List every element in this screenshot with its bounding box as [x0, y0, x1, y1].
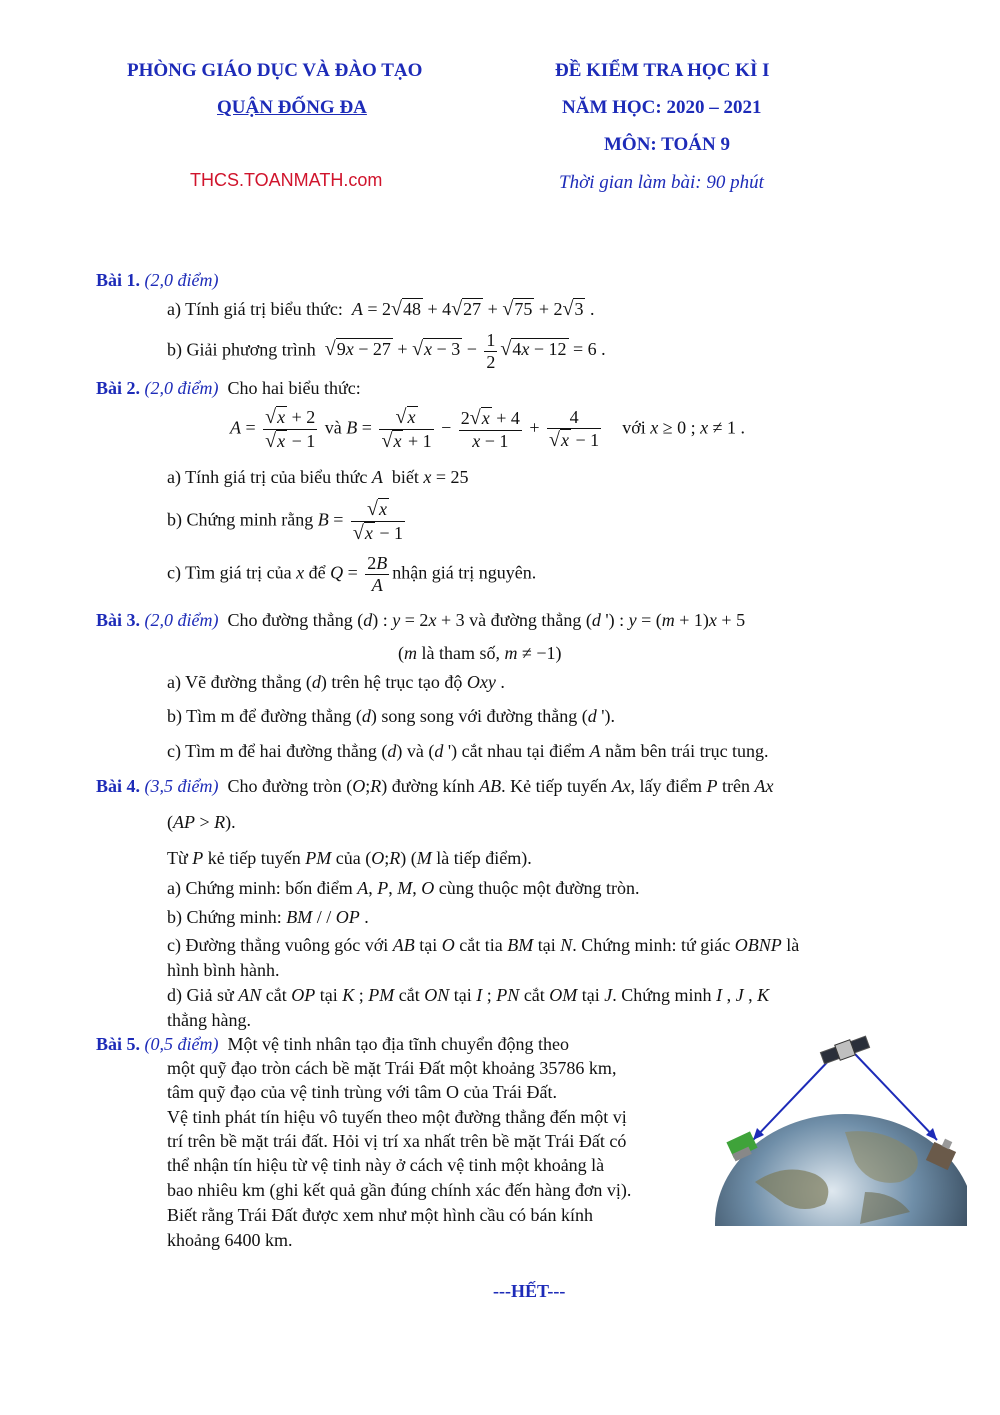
bai2-a-mid: biết	[391, 467, 419, 487]
exam-time: Thời gian làm bài: 90 phút	[559, 172, 764, 193]
bai4-d-cat: cắt	[265, 985, 287, 1005]
bai2-with: với	[622, 417, 646, 438]
bai1-heading	[96, 270, 219, 291]
bai4-label: Bài 4.	[96, 776, 141, 796]
bai2-b-text: b) Chứng minh rằng	[167, 509, 314, 530]
bai5-line-1: một quỹ đạo tròn cách bề mặt Trái Đất một khoảng 35786 km,	[167, 1058, 617, 1078]
department-name: PHÒNG GIÁO DỤC VÀ ĐÀO TẠO	[127, 60, 423, 81]
bai5-line-3: Vệ tinh phát tín hiệu vô tuyến theo một đường thẳng đến một vị	[167, 1107, 627, 1127]
end-marker: ---HẾT---	[493, 1281, 566, 1301]
bai4-intro: Cho đường tròn	[227, 776, 342, 796]
bai3-b-mid: song song với đường thẳng	[381, 706, 578, 726]
satellite-earth-illustration	[715, 1032, 967, 1226]
bai3-a-end: trên hệ trục tạo độ	[331, 672, 463, 692]
bai4-a-text: a) Chứng minh: bốn điểm	[167, 878, 353, 898]
district-name: QUẬN ĐỐNG ĐA	[217, 97, 367, 118]
bai3-c-mid2: cắt nhau tại điểm	[461, 741, 586, 761]
bai4-d-tai3: tại	[581, 985, 600, 1005]
bai5-label: Bài 5.	[96, 1034, 141, 1054]
bai4-d-cat2: cắt	[398, 985, 420, 1005]
bai5-points: (0,5 điểm)	[144, 1034, 219, 1054]
school-year: NĂM HỌC: 2020 – 2021	[562, 97, 762, 118]
bai2-c-end: nhận giá trị nguyên.	[392, 562, 537, 583]
bai3-label: Bài 3.	[96, 610, 141, 630]
bai5-line-6: bao nhiêu km (ghi kết quả gần đúng chính xác đến hàng đơn vị).	[167, 1180, 632, 1200]
bai4-intro5: trên	[722, 776, 751, 796]
bai2-c-text: c) Tìm giá trị của	[167, 562, 292, 583]
bai2-c-mid: để	[308, 562, 326, 583]
bai4-c-text1: c) Đường thẳng vuông góc với	[167, 935, 389, 955]
bai4-d: d) Giả sử AN cắt OP tại K ; PM cắt ON tại I ; PN cắt OM tại J. Chứng minh I , J , K	[167, 985, 770, 1005]
bai1-points: (2,0 điểm)	[144, 270, 219, 290]
bai5-line-8: khoảng 6400 km.	[167, 1230, 293, 1250]
bai4-points: (3,5 điểm)	[144, 776, 219, 796]
bai4-line3a: Từ	[167, 848, 188, 868]
bai4-heading: Bài 4. (3,5 điểm) Cho đường tròn (O;R) đường kính AB. Kẻ tiếp tuyến Ax, lấy điểm P trên Ax	[96, 776, 774, 796]
bai4-line3: Từ P kẻ tiếp tuyến PM của (O;R) (M là tiếp điểm).	[167, 848, 532, 868]
bai4-c-text3: cắt tia	[459, 935, 503, 955]
bai3-a: a) Vẽ đường thẳng (d) trên hệ trục tạo độ Oxy .	[167, 672, 505, 692]
exam-title: ĐỀ KIỂM TRA HỌC KÌ I	[555, 60, 770, 81]
bai4-d-text1: d) Giả sử	[167, 985, 234, 1005]
bai2-a-text: a) Tính giá trị của biểu thức	[167, 467, 368, 487]
bai4-line3b: kẻ tiếp tuyến	[207, 848, 301, 868]
bai4-c-text5: . Chứng minh: tứ giác	[572, 935, 731, 955]
bai1-b-equation: √9x − 27 + √x − 3 − $\frac{1}{2}$ √4x − 12 = 6 .	[324, 330, 606, 372]
bai4-d-line2: thẳng hàng.	[167, 1010, 251, 1030]
bai4-d-tai2: tại	[453, 985, 472, 1005]
bai2-heading	[96, 378, 361, 399]
bai1-b	[167, 330, 606, 372]
bai3-intro: Cho đường thẳng	[227, 610, 353, 630]
bai4-c-text6: là	[786, 935, 800, 955]
bai2-and: và	[324, 417, 342, 438]
bai3-param: (m là tham số, m ≠ −1)	[398, 643, 562, 663]
bai4-condition: (AP > R).	[167, 812, 236, 832]
bai2-points: (2,0 điểm)	[144, 378, 219, 398]
bai4-c-line2: hình bình hành.	[167, 960, 280, 980]
bai2-a: a) Tính giá trị của biểu thức A biết x = 25	[167, 467, 469, 487]
bai4-d-end: . Chứng minh	[612, 985, 712, 1005]
bai4-c-text4: tại	[537, 935, 556, 955]
bai2-label: Bài 2.	[96, 378, 141, 398]
bai4-b-text: b) Chứng minh:	[167, 907, 282, 927]
bai5-line-7: Biết rằng Trái Đất được xem như một hình cầu có bán kính	[167, 1205, 593, 1225]
bai4-d-cat3: cắt	[523, 985, 545, 1005]
bai4-a: a) Chứng minh: bốn điểm A, P, M, O cùng thuộc một đường tròn.	[167, 878, 640, 898]
bai3-c-end: nằm bên trái trục tung.	[605, 741, 769, 761]
bai4-c-text2: tại	[419, 935, 438, 955]
bai3-c: c) Tìm m để hai đường thẳng (d) và (d ') cắt nhau tại điểm A nằm bên trái trục tung.	[167, 741, 769, 761]
bai3-a-text: a) Vẽ đường thẳng	[167, 672, 302, 692]
site-name: THCS.TOANMATH.com	[190, 170, 383, 190]
bai4-intro3: . Kẻ tiếp tuyến	[501, 776, 608, 796]
bai1-a-text: a) Tính giá trị biểu thức:	[167, 299, 343, 319]
bai4-intro2: đường kính	[391, 776, 475, 796]
bai1-a	[167, 298, 594, 321]
bai3-c-text: c) Tìm m để hai đường thẳng	[167, 741, 377, 761]
bai3-heading: Bài 3. (2,0 điểm) Cho đường thẳng (d) : y = 2x + 3 và đường thẳng (d ') : y = (m + 1)x + 5	[96, 610, 746, 630]
bai5-line-4: trí trên bề mặt trái đất. Hỏi vị trí xa nhất trên bề mặt Trái Đất có	[167, 1131, 627, 1151]
bai1-a-expression: A = 2√48 + 4√27 + √75 + 2√3 .	[351, 298, 595, 320]
bai2-b: b) Chứng minh rằng B = $\frac{√x}{√x - 1}$	[167, 498, 404, 544]
bai2-intro: Cho hai biểu thức:	[227, 378, 361, 398]
bai1-label: Bài 1.	[96, 270, 141, 290]
bai3-param-text: là tham số,	[421, 643, 500, 663]
bai4-d-tai: tại	[319, 985, 338, 1005]
bai3-mid: và đường thẳng	[469, 610, 582, 630]
bai1-b-text: b) Giải phương trình	[167, 339, 316, 360]
bai3-c-mid: và	[406, 741, 424, 761]
bai5-line-2: tâm quỹ đạo của vệ tinh trùng với tâm O của Trái Đất.	[167, 1082, 557, 1102]
bai5-heading	[96, 1034, 569, 1055]
bai3-b: b) Tìm m để đường thẳng (d) song song với đường thẳng (d ').	[167, 706, 615, 726]
bai4-line3c: của	[335, 848, 361, 868]
bai4-intro4: , lấy điểm	[630, 776, 703, 796]
bai3-points: (2,0 điểm)	[144, 610, 219, 630]
bai4-a-end: cùng thuộc một đường tròn.	[438, 878, 640, 898]
bai4-c: c) Đường thẳng vuông góc với AB tại O cắt tia BM tại N. Chứng minh: tứ giác OBNP là	[167, 935, 800, 955]
bai3-b-text: b) Tìm m để đường thẳng	[167, 706, 352, 726]
bai2-expressions: A = $\frac{√x + 2}{√x - 1}$ và B = $\frac{√x}{√x + 1}$ − $\frac{2√x + 4}{x - 1}$ + $\frac{4}{√x - 1}$ với x ≥ 0 ; x ≠ 1 .	[230, 406, 745, 452]
bai4-line3d: là tiếp điểm).	[436, 848, 532, 868]
bai5-line-5: thể nhận tín hiệu từ vệ tinh này ở cách vệ tinh một khoảng là	[167, 1155, 605, 1175]
bai2-c: c) Tìm giá trị của x để Q = $\frac{2B}{A}$ nhận giá trị nguyên.	[167, 553, 537, 595]
bai4-b: b) Chứng minh: BM / / OP .	[167, 907, 369, 927]
bai5-line-0: Một vệ tinh nhân tạo địa tĩnh chuyển động theo	[227, 1034, 569, 1054]
subject: MÔN: TOÁN 9	[604, 134, 730, 155]
